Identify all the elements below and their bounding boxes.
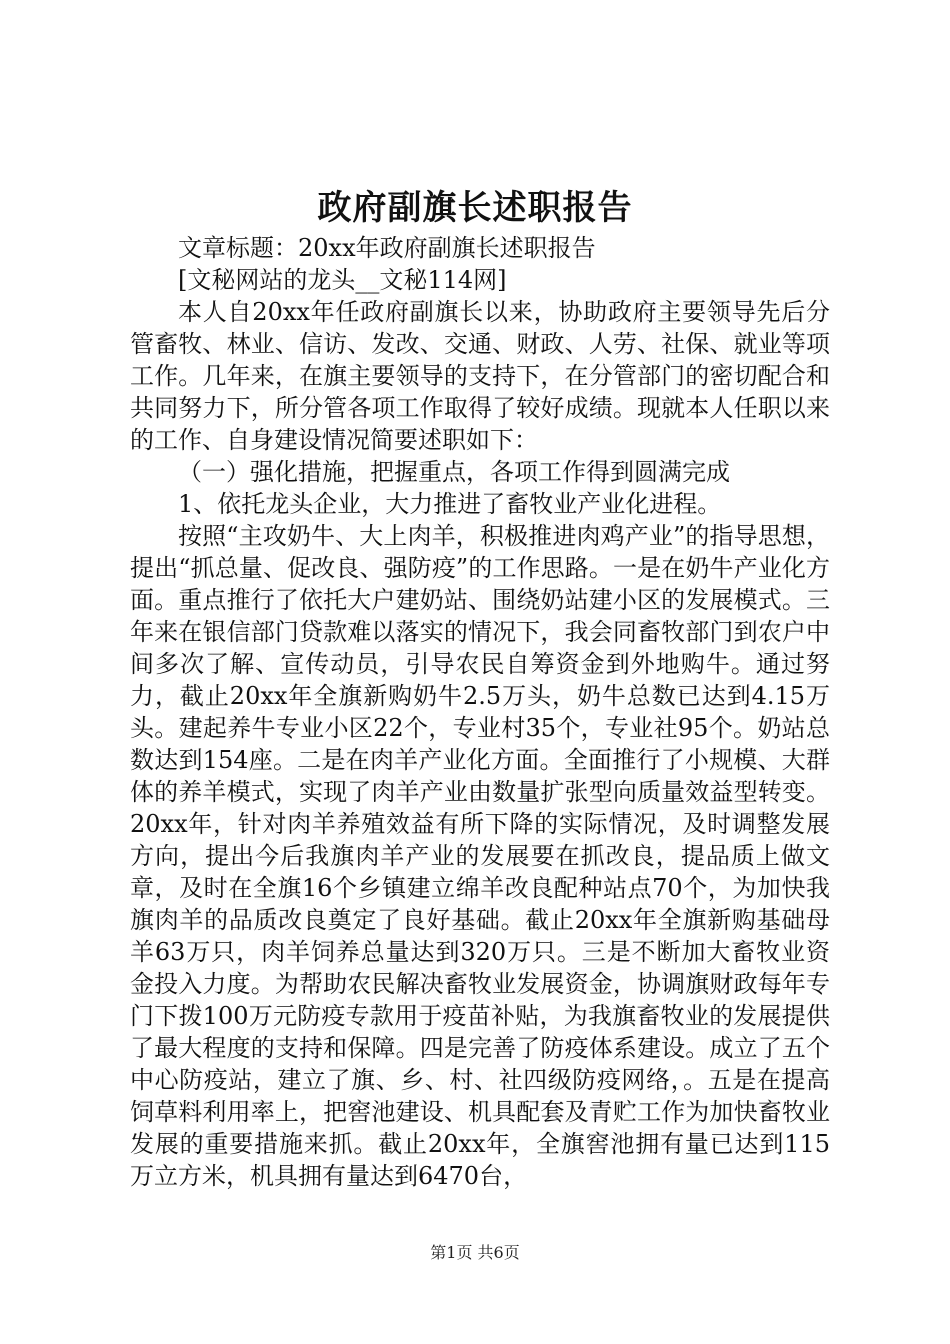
body-paragraph: 按照“主攻奶牛、大上肉羊，积极推进肉鸡产业”的指导思想，提出“抓总量、促改良、强防疫”的工作思路。一是在奶牛产业化方面。重点推行了依托大户建奶站、围绕奶站建小区的发展模式。三年来在银信部门贷款难以落实的情况下，我会同畜牧部门到农户中间多次了解、宣传动员，引导农民自筹资金到外地购牛。通过努力，截止20xx年全旗新购奶牛2.5万头，奶牛总数已达到4.15万头。建起养牛专业小区22个，专业村35个，专业社95个。奶站总数达到154座。二是在肉羊产业化方面。全面推行了小规模、大群体的养羊模式，实现了肉羊产业由数量扩张型向质量效益型转变。20xx年，针对肉羊养殖效益有所下降的实际情况，及时调整发展方向，提出今后我旗肉羊产业的发展要在抓改良，提品质上做文章，及时在全旗16个乡镇建立绵羊改良配种站点70个，为加快我旗肉羊的品质改良奠定了良好基础。截止20xx年全旗新购基础母羊63万只，肉羊饲养总量达到320万只。三是不断加大畜牧业资金投入力度。为帮助农民解决畜牧业发展资金，协调旗财政每年专门下拨100万元防疫专款用于疫苗补贴，为我旗畜牧业的发展提供了最大程度的支持和保障。四是完善了防疫体系建设。成立了五个中心防疫站，建立了旗、乡、村、社四级防疫网络，。五是在提高饲草料利用率上，把窖池建设、机具配套及青贮工作为加快畜牧业发展的重要措施来抓。截止20xx年，全旗窖池拥有量已达到115万立方米，机具拥有量达到6470台， xyxy=(130,522,830,1190)
document-title: 政府副旗长述职报告 xyxy=(317,188,633,228)
source-line: [文秘网站的龙头__文秘114网] xyxy=(178,266,507,294)
section-heading: （一）强化措施，把握重点，各项工作得到圆满完成 xyxy=(178,458,730,486)
article-title-line: 文章标题：20xx年政府副旗长述职报告 xyxy=(178,234,596,262)
document-body xyxy=(130,232,830,1192)
subsection-heading: 1、依托龙头企业，大力推进了畜牧业产业化进程。 xyxy=(178,490,722,518)
intro-paragraph: 本人自20xx年任政府副旗长以来，协助政府主要领导先后分管畜牧、林业、信访、发改、交通、财政、人劳、社保、就业等项工作。几年来，在旗主要领导的支持下，在分管部门的密切配合和共同努力下，所分管各项工作取得了较好成绩。现就本人任职以来的工作、自身建设情况简要述职如下： xyxy=(130,298,830,454)
page-number: 第1页 共6页 xyxy=(430,1243,520,1262)
